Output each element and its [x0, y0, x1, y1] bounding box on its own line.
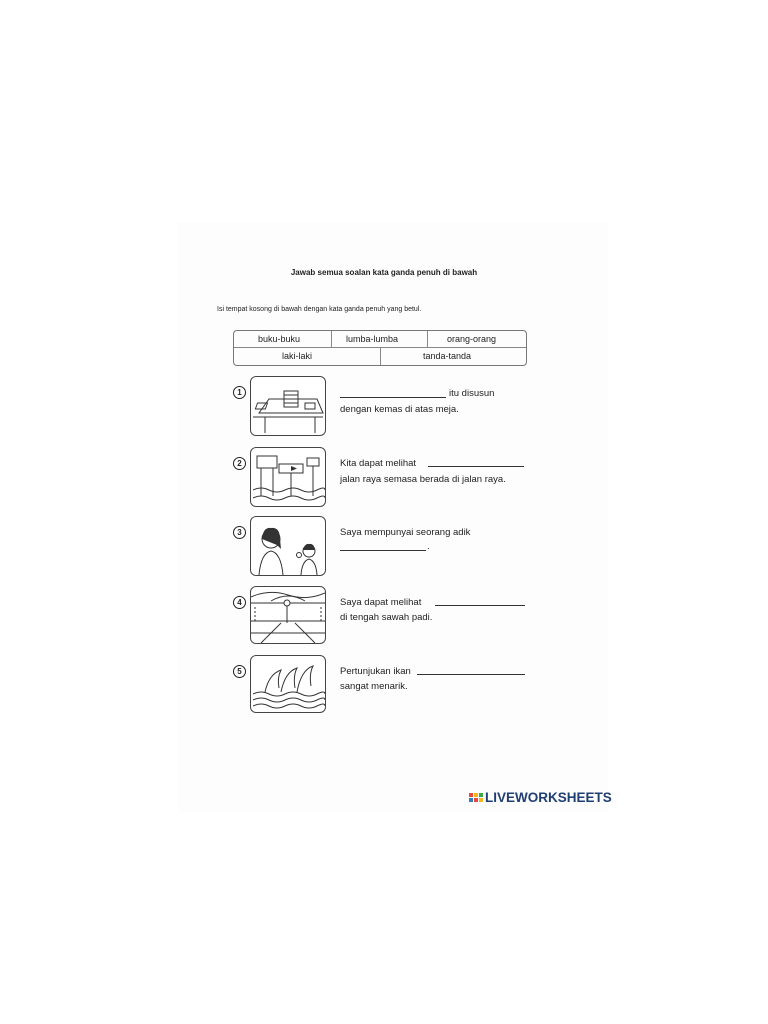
answer-blank[interactable]: [340, 550, 426, 551]
question-text: Saya dapat melihat: [340, 597, 422, 608]
word-bank: [233, 330, 527, 366]
logo-square: [469, 798, 473, 802]
question-number: 2: [233, 457, 246, 470]
word-bank-divider: [331, 331, 332, 347]
question-text: dengan kemas di atas meja.: [340, 404, 459, 415]
word-bank-item: buku-buku: [258, 334, 301, 344]
logo-square: [479, 793, 483, 797]
road-signs-illustration: [250, 447, 326, 507]
answer-blank[interactable]: [417, 674, 525, 675]
question-text: di tengah sawah padi.: [340, 612, 433, 623]
logo-square: [474, 793, 478, 797]
paddy-field-illustration: [250, 586, 326, 644]
word-bank-item: laki-laki: [282, 351, 313, 361]
logo-square: [469, 793, 473, 797]
word-bank-divider: [427, 331, 428, 347]
question-number: 4: [233, 596, 246, 609]
question-text: sangat menarik.: [340, 681, 408, 692]
liveworksheets-logo[interactable]: [469, 790, 612, 805]
question-text: itu disusun: [449, 388, 495, 399]
question-number: 5: [233, 665, 246, 678]
logo-text: LIVEWORKSHEETS: [485, 790, 612, 805]
question-number: 1: [233, 386, 246, 399]
question-text: Pertunjukan ikan: [340, 666, 411, 677]
answer-blank[interactable]: [428, 466, 524, 467]
dolphins-illustration: [250, 655, 326, 713]
question-text: Kita dapat melihat: [340, 458, 417, 469]
children-illustration: [250, 516, 326, 576]
books-illustration: [250, 376, 326, 436]
word-bank-item: tanda-tanda: [423, 351, 472, 361]
word-bank-item: orang-orang: [447, 334, 497, 344]
question-text: jalan raya semasa berada di jalan raya.: [340, 474, 506, 485]
question-number: 3: [233, 526, 246, 539]
word-bank-divider: [380, 348, 381, 365]
instruction-text: Isi tempat kosong di bawah dengan kata ganda penuh yang betul.: [217, 306, 422, 313]
word-bank-item: lumba-lumba: [346, 334, 399, 344]
logo-square: [474, 798, 478, 802]
answer-blank[interactable]: [340, 397, 446, 398]
question-text: Saya mempunyai seorang adik: [340, 527, 471, 538]
answer-blank[interactable]: [435, 605, 525, 606]
logo-grid-icon: [469, 793, 483, 802]
question-text: .: [427, 541, 430, 552]
logo-square: [479, 798, 483, 802]
worksheet-title: Jawab semua soalan kata ganda penuh di bawah: [290, 268, 478, 277]
